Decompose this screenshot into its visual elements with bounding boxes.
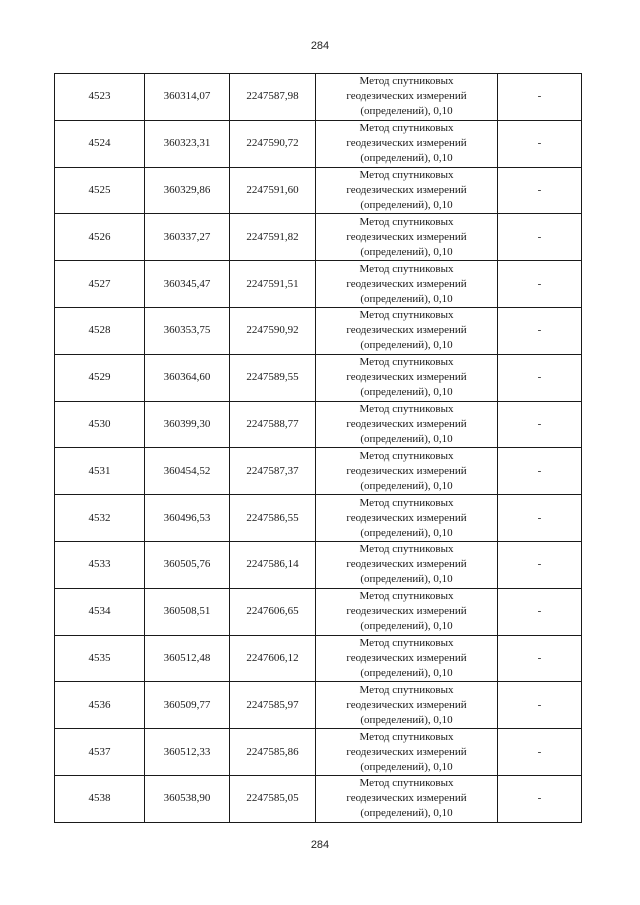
- method-cell: [316, 775, 498, 822]
- note-cell: -: [498, 635, 582, 682]
- point-number-cell: 4533: [55, 541, 145, 588]
- coordinates-table: [54, 73, 582, 823]
- table-row: [55, 775, 582, 822]
- table-row: [55, 682, 582, 729]
- method-cell: [316, 120, 498, 167]
- note-cell: -: [498, 401, 582, 448]
- method-cell: [316, 74, 498, 121]
- point-number-cell: 4534: [55, 588, 145, 635]
- note-cell: -: [498, 775, 582, 822]
- y-coordinate-cell: 2247606,65: [230, 588, 316, 635]
- x-coordinate-cell: 360314,07: [145, 74, 230, 121]
- method-cell: [316, 354, 498, 401]
- point-number-cell: 4527: [55, 261, 145, 308]
- y-coordinate-cell: 2247585,05: [230, 775, 316, 822]
- table-row: [55, 167, 582, 214]
- method-text: Метод спутниковых геодезических измерений (определений), 0,10: [346, 215, 467, 258]
- note-cell: -: [498, 354, 582, 401]
- note-cell: -: [498, 495, 582, 542]
- method-cell: [316, 214, 498, 261]
- y-coordinate-cell: 2247586,55: [230, 495, 316, 542]
- method-cell: [316, 682, 498, 729]
- page-number-top: 284: [310, 40, 330, 52]
- method-cell: [316, 635, 498, 682]
- table-row: [55, 354, 582, 401]
- method-cell: [316, 307, 498, 354]
- x-coordinate-cell: 360329,86: [145, 167, 230, 214]
- y-coordinate-cell: 2247585,97: [230, 682, 316, 729]
- y-coordinate-cell: 2247590,72: [230, 120, 316, 167]
- table-row: [55, 74, 582, 121]
- note-cell: -: [498, 682, 582, 729]
- y-coordinate-cell: 2247588,77: [230, 401, 316, 448]
- method-text: Метод спутниковых геодезических измерений (определений), 0,10: [346, 262, 467, 305]
- point-number-cell: 4528: [55, 307, 145, 354]
- y-coordinate-cell: 2247591,51: [230, 261, 316, 308]
- x-coordinate-cell: 360454,52: [145, 448, 230, 495]
- point-number-cell: 4538: [55, 775, 145, 822]
- method-text: Метод спутниковых геодезических измерений (определений), 0,10: [346, 777, 467, 820]
- method-cell: [316, 541, 498, 588]
- y-coordinate-cell: 2247587,98: [230, 74, 316, 121]
- page-number-bottom: 284: [310, 839, 330, 851]
- x-coordinate-cell: 360512,33: [145, 729, 230, 776]
- x-coordinate-cell: 360496,53: [145, 495, 230, 542]
- note-cell: -: [498, 167, 582, 214]
- note-cell: -: [498, 214, 582, 261]
- point-number-cell: 4526: [55, 214, 145, 261]
- method-text: Метод спутниковых геодезических измерений (определений), 0,10: [346, 402, 467, 445]
- point-number-cell: 4536: [55, 682, 145, 729]
- x-coordinate-cell: 360353,75: [145, 307, 230, 354]
- table-row: [55, 401, 582, 448]
- point-number-cell: 4524: [55, 120, 145, 167]
- x-coordinate-cell: 360323,31: [145, 120, 230, 167]
- method-cell: [316, 401, 498, 448]
- note-cell: -: [498, 261, 582, 308]
- note-cell: -: [498, 120, 582, 167]
- x-coordinate-cell: 360509,77: [145, 682, 230, 729]
- method-text: Метод спутниковых геодезических измерений (определений), 0,10: [346, 636, 467, 679]
- method-text: Метод спутниковых геодезических измерений (определений), 0,10: [346, 356, 467, 399]
- y-coordinate-cell: 2247585,86: [230, 729, 316, 776]
- note-cell: -: [498, 307, 582, 354]
- method-text: Метод спутниковых геодезических измерений (определений), 0,10: [346, 168, 467, 211]
- method-cell: [316, 495, 498, 542]
- y-coordinate-cell: 2247590,92: [230, 307, 316, 354]
- x-coordinate-cell: 360512,48: [145, 635, 230, 682]
- table-row: [55, 495, 582, 542]
- note-cell: -: [498, 448, 582, 495]
- x-coordinate-cell: 360364,60: [145, 354, 230, 401]
- note-cell: -: [498, 74, 582, 121]
- note-cell: -: [498, 588, 582, 635]
- method-text: Метод спутниковых геодезических измерений (определений), 0,10: [346, 730, 467, 773]
- point-number-cell: 4537: [55, 729, 145, 776]
- method-text: Метод спутниковых геодезических измерений (определений), 0,10: [346, 683, 467, 726]
- method-text: Метод спутниковых геодезических измерений (определений), 0,10: [346, 496, 467, 539]
- note-cell: -: [498, 541, 582, 588]
- coordinates-table-body: [55, 74, 582, 823]
- point-number-cell: 4523: [55, 74, 145, 121]
- x-coordinate-cell: 360399,30: [145, 401, 230, 448]
- method-text: Метод спутниковых геодезических измерений (определений), 0,10: [346, 75, 467, 118]
- method-text: Метод спутниковых геодезических измерений (определений), 0,10: [346, 122, 467, 165]
- method-cell: [316, 588, 498, 635]
- note-cell: -: [498, 729, 582, 776]
- method-cell: [316, 448, 498, 495]
- method-text: Метод спутниковых геодезических измерений (определений), 0,10: [346, 309, 467, 352]
- x-coordinate-cell: 360505,76: [145, 541, 230, 588]
- point-number-cell: 4525: [55, 167, 145, 214]
- y-coordinate-cell: 2247591,60: [230, 167, 316, 214]
- table-row: [55, 214, 582, 261]
- method-text: Метод спутниковых геодезических измерений (определений), 0,10: [346, 590, 467, 633]
- point-number-cell: 4532: [55, 495, 145, 542]
- y-coordinate-cell: 2247587,37: [230, 448, 316, 495]
- table-row: [55, 261, 582, 308]
- point-number-cell: 4530: [55, 401, 145, 448]
- method-cell: [316, 729, 498, 776]
- point-number-cell: 4535: [55, 635, 145, 682]
- y-coordinate-cell: 2247589,55: [230, 354, 316, 401]
- table-row: [55, 541, 582, 588]
- x-coordinate-cell: 360345,47: [145, 261, 230, 308]
- table-row: [55, 729, 582, 776]
- x-coordinate-cell: 360337,27: [145, 214, 230, 261]
- x-coordinate-cell: 360538,90: [145, 775, 230, 822]
- y-coordinate-cell: 2247586,14: [230, 541, 316, 588]
- method-cell: [316, 261, 498, 308]
- table-row: [55, 588, 582, 635]
- y-coordinate-cell: 2247591,82: [230, 214, 316, 261]
- table-row: [55, 448, 582, 495]
- x-coordinate-cell: 360508,51: [145, 588, 230, 635]
- table-row: [55, 120, 582, 167]
- y-coordinate-cell: 2247606,12: [230, 635, 316, 682]
- method-cell: [316, 167, 498, 214]
- method-text: Метод спутниковых геодезических измерений (определений), 0,10: [346, 449, 467, 492]
- point-number-cell: 4531: [55, 448, 145, 495]
- table-row: [55, 635, 582, 682]
- method-text: Метод спутниковых геодезических измерений (определений), 0,10: [346, 543, 467, 586]
- point-number-cell: 4529: [55, 354, 145, 401]
- table-row: [55, 307, 582, 354]
